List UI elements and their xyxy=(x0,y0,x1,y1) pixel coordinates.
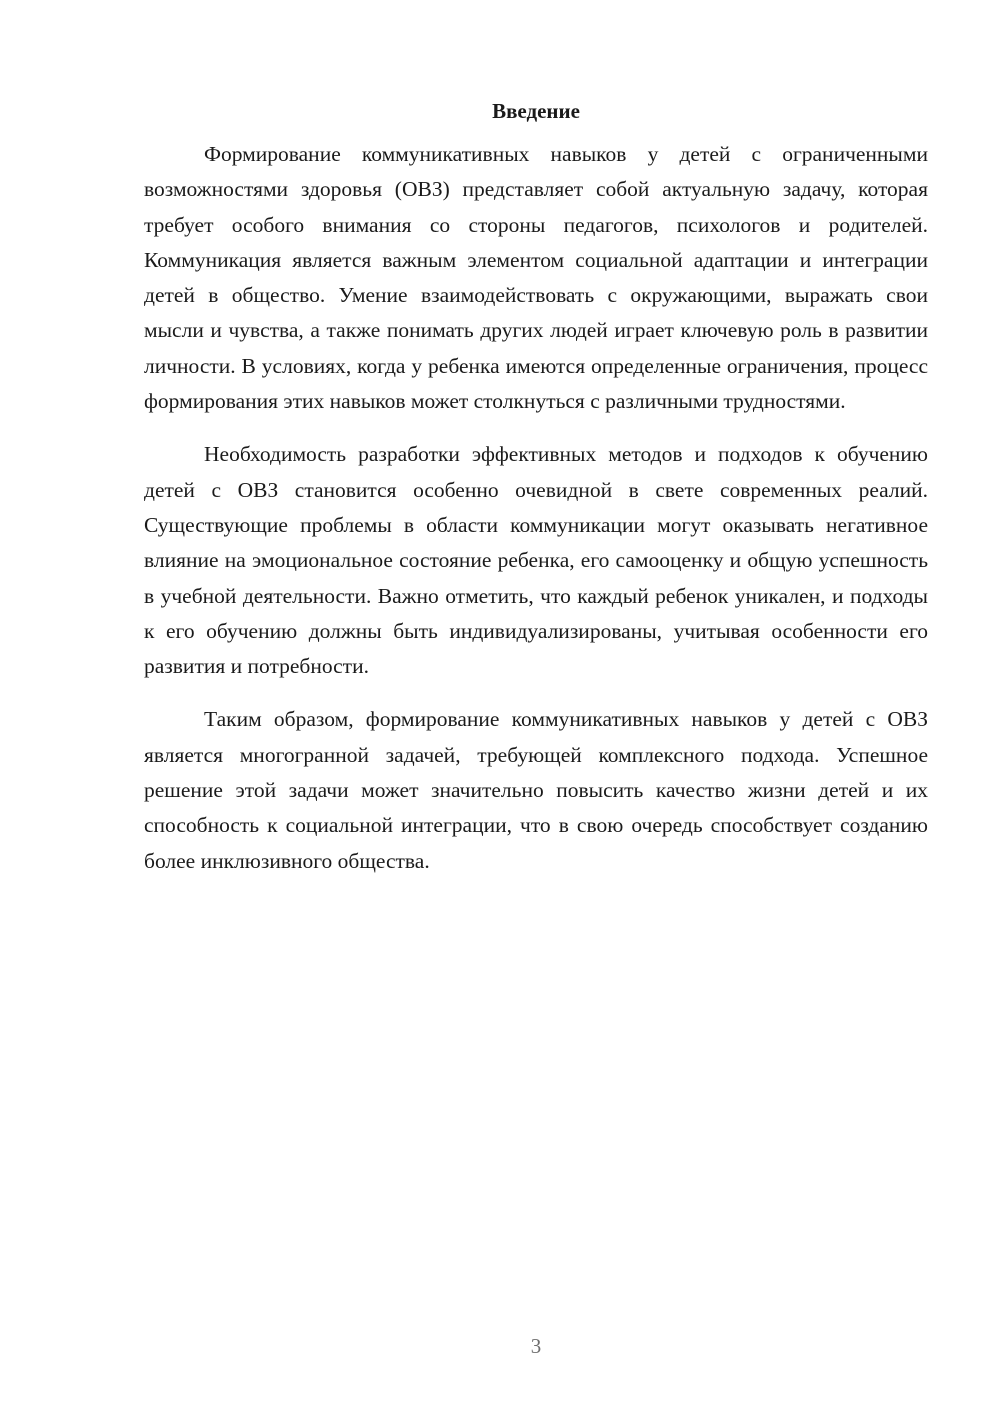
section-title: Введение xyxy=(492,99,580,123)
paragraph-2: Необходимость разработки эффективных методов и подходов к обучению детей с ОВЗ становится особенно очевидной в свете современных реалий. Существующие проблемы в области коммуникации могут оказывать негативное влияние на эмоциональное состояние ребенка, его самооценку и общую успешность в учебной деятельности. Важно отметить, что каждый ребенок уникален, и подходы к его обучению должны быть индивидуализированы, учитывая особенности его развития и потребности. xyxy=(144,442,928,679)
page-number: 3 xyxy=(530,1334,542,1358)
paragraph-3: Таким образом, формирование коммуникативных навыков у детей с ОВЗ является многогранной задачей, требующей комплексного подхода. Успешное решение этой задачи может значительно повысить качество жизни детей и их способность к социальной интеграции, что в свою очередь способствует созданию более инклюзивного общества. xyxy=(144,707,928,873)
paragraph-1: Формирование коммуникативных навыков у детей с ограниченными возможностями здоровья (ОВЗ) представляет собой актуальную задачу, которая требует особого внимания со стороны педагогов, психологов и родителей. Коммуникация является важным элементом социальной адаптации и интеграции детей в общество. Умение взаимодействовать с окружающими, выражать свои мысли и чувства, а также понимать других людей играет ключевую роль в развитии личности. В условиях, когда у ребенка имеются определенные ограничения, процесс формирования этих навыков может столкнуться с различными трудностями. xyxy=(144,142,928,414)
document-body xyxy=(144,96,928,897)
